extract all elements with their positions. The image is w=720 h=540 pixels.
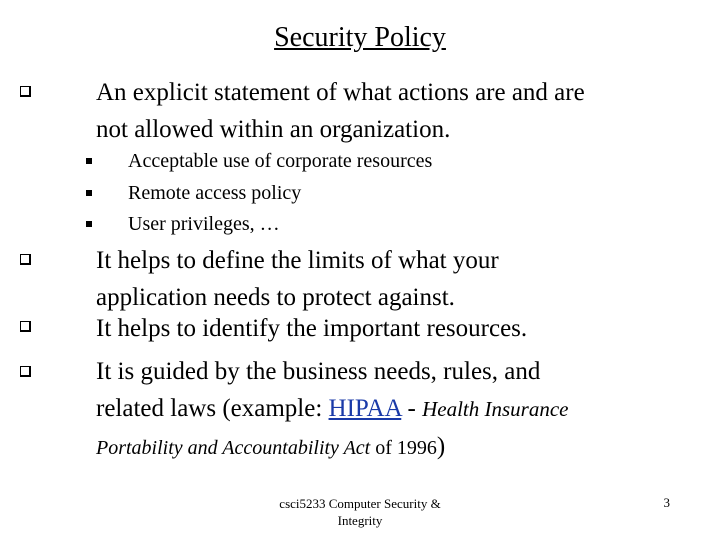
hollow-square-bullet-icon (20, 86, 31, 97)
dash-separator: - (401, 395, 423, 422)
sub-bullet-1: Acceptable use of corporate resources (128, 150, 433, 172)
hollow-square-bullet-icon (20, 366, 31, 377)
bullet-3-line-1: It helps to identify the important resources. (96, 315, 528, 342)
bullet-1-line-1: An explicit statement of what actions are and are (96, 79, 585, 106)
bullet-4-line-1: It is guided by the business needs, rules, and (96, 358, 541, 385)
footer-line-2: Integrity (337, 513, 383, 528)
bullet-4-line-2 (96, 390, 696, 428)
act-name-part-2: Portability and Accountability Act (96, 437, 371, 459)
sub-bullet-2: Remote access policy (128, 182, 302, 204)
footer-line-1: csci5233 Computer Security & (279, 496, 441, 511)
bullet-4-text: related laws (example: (96, 395, 329, 422)
act-year: of 1996 (370, 437, 437, 459)
sub-bullet-3: User privileges, … (128, 213, 280, 235)
hollow-square-bullet-icon (20, 254, 31, 265)
filled-square-bullet-icon (86, 190, 92, 196)
bullet-1-line-2: not allowed within an organization. (96, 116, 451, 143)
bullet-4-line-3 (96, 428, 696, 467)
filled-square-bullet-icon (86, 158, 92, 164)
slide-title: Security Policy (274, 22, 446, 53)
footer (270, 495, 450, 529)
act-name-part-1: Health Insurance (422, 397, 569, 421)
filled-square-bullet-icon (86, 221, 92, 227)
bullet-2-line-2: application needs to protect against. (96, 284, 455, 311)
page-number: 3 (663, 495, 670, 510)
bullet-2-line-1: It helps to define the limits of what your (96, 247, 499, 274)
hollow-square-bullet-icon (20, 321, 31, 332)
hipaa-link[interactable]: HIPAA (328, 395, 402, 422)
closing-paren: ) (436, 433, 446, 460)
